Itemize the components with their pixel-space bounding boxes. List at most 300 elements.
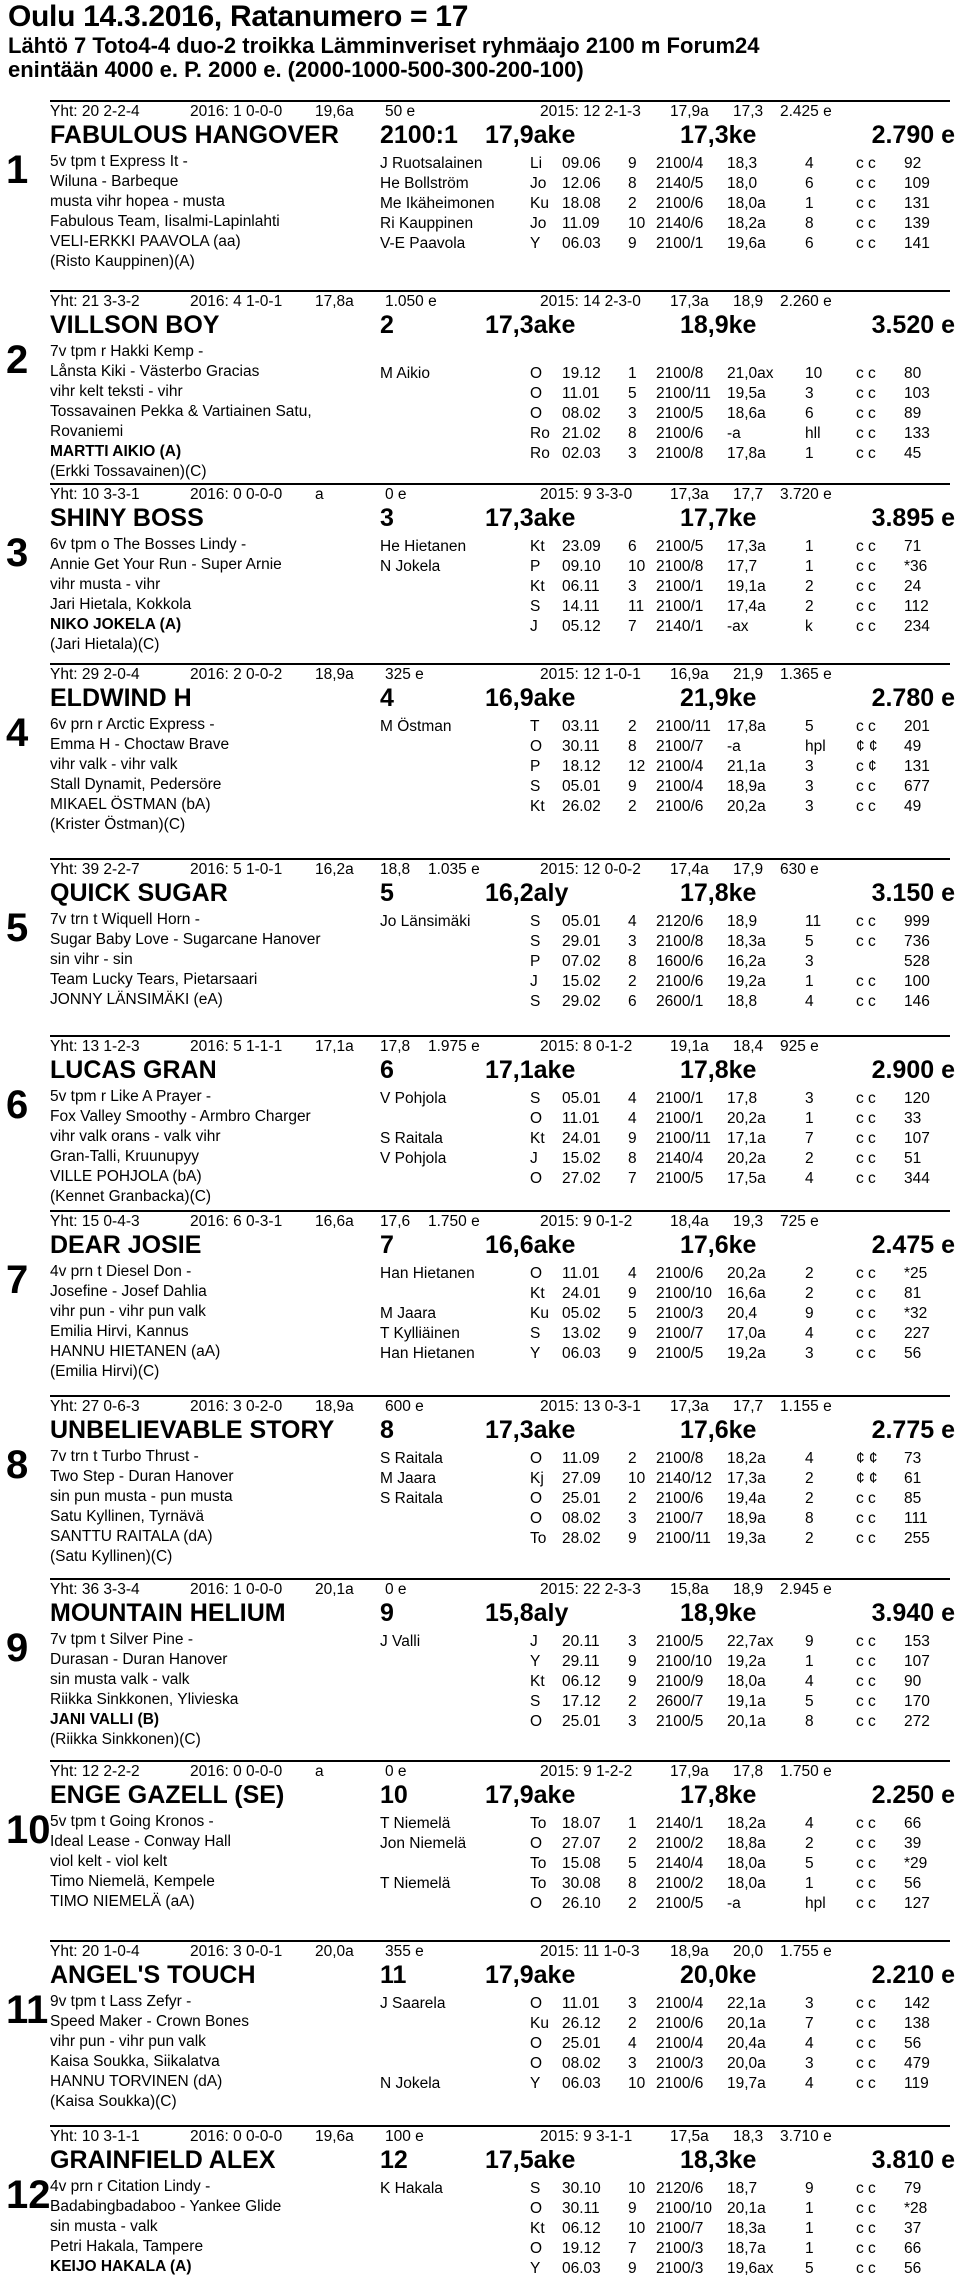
track: P bbox=[530, 953, 541, 970]
past-start-row bbox=[380, 444, 955, 464]
stat-value: 15,8a bbox=[670, 1581, 709, 1598]
time: 18,9a bbox=[727, 1510, 766, 1527]
info-line: Tossavainen Pekka & Vartiainen Satu, bbox=[50, 403, 312, 420]
odds: 89 bbox=[904, 405, 922, 422]
horse-info bbox=[50, 1630, 370, 1750]
info-line: 7v tpm r Hakki Kemp - bbox=[50, 343, 204, 360]
horse-name: LUCAS GRAN bbox=[50, 1056, 217, 1084]
track: S bbox=[530, 913, 541, 930]
stat-value: Yht: 15 0-4-3 bbox=[50, 1213, 140, 1230]
driver: He Hietanen bbox=[380, 538, 467, 555]
info-line: (Riikka Sinkkonen)(C) bbox=[50, 1731, 201, 1748]
date: 11.09 bbox=[562, 215, 600, 232]
info-line: Timo Niemelä, Kempele bbox=[50, 1873, 215, 1890]
date: 15.08 bbox=[562, 1855, 601, 1872]
placing: 1 bbox=[805, 2200, 814, 2217]
best-time: 17,3ake bbox=[485, 504, 576, 532]
distance: 2100/2 bbox=[656, 1875, 704, 1892]
track: O bbox=[530, 2035, 543, 2052]
start-pos: 4 bbox=[628, 913, 637, 930]
stat-value: 2016: 1 0-0-0 bbox=[190, 103, 283, 120]
placing: 2 bbox=[805, 598, 814, 615]
past-start-row bbox=[380, 1169, 955, 1189]
driver: T Niemelä bbox=[380, 1875, 451, 1892]
stat-value: 17,8 bbox=[380, 1038, 411, 1055]
start-pos: 8 bbox=[628, 1150, 637, 1167]
track: O bbox=[530, 1265, 543, 1282]
driver: Han Hietanen bbox=[380, 1345, 475, 1362]
odds: 85 bbox=[904, 1490, 922, 1507]
shoes: c c bbox=[856, 618, 876, 635]
shoes: c c bbox=[856, 2055, 876, 2072]
info-line: Rovaniemi bbox=[50, 423, 124, 440]
earnings: 3.810 e bbox=[871, 2146, 955, 2174]
stat-value: Yht: 12 2-2-2 bbox=[50, 1763, 140, 1780]
time: 18,8a bbox=[727, 1835, 766, 1852]
track: O bbox=[530, 1490, 543, 1507]
distance: 2100/8 bbox=[656, 1450, 704, 1467]
past-start-row bbox=[380, 1324, 955, 1344]
recent-time: 17,6ke bbox=[680, 1231, 757, 1259]
distance: 2100/5 bbox=[656, 1345, 704, 1362]
record-stats bbox=[50, 290, 950, 311]
start-number: 5 bbox=[380, 879, 394, 907]
past-starts-table bbox=[380, 1089, 955, 1189]
past-starts-table bbox=[380, 344, 955, 464]
time: 18,3 bbox=[727, 155, 758, 172]
odds: 528 bbox=[904, 953, 930, 970]
odds: 141 bbox=[904, 235, 930, 252]
stat-value: 2015: 14 2-3-0 bbox=[540, 293, 641, 310]
odds: 56 bbox=[904, 1345, 922, 1362]
driver-name: MARTTI AIKIO (A) bbox=[50, 443, 182, 460]
distance: 2600/7 bbox=[656, 1693, 704, 1710]
past-starts-table bbox=[380, 1264, 955, 1364]
horse-header bbox=[50, 120, 955, 150]
odds: 146 bbox=[904, 993, 930, 1010]
info-line: vihr valk - vihr valk bbox=[50, 756, 178, 773]
odds: 131 bbox=[904, 195, 930, 212]
track: P bbox=[530, 558, 541, 575]
past-start-row bbox=[380, 1712, 955, 1732]
shoes: c c bbox=[856, 1285, 876, 1302]
track: S bbox=[530, 933, 541, 950]
stat-value: 18,8 bbox=[380, 861, 411, 878]
shoes: c c bbox=[856, 2015, 876, 2032]
shoes: c c bbox=[856, 1170, 876, 1187]
shoes: c c bbox=[856, 798, 876, 815]
stat-value: 1.035 e bbox=[428, 861, 480, 878]
shoes: c c bbox=[856, 1325, 876, 1342]
stat-value: 17,3a bbox=[670, 293, 709, 310]
info-line: (Erkki Tossavainen)(C) bbox=[50, 463, 207, 480]
past-start-row bbox=[380, 597, 955, 617]
time: 18,0a bbox=[727, 195, 766, 212]
shoes: c c bbox=[856, 718, 876, 735]
placing: 6 bbox=[805, 175, 814, 192]
start-pos: 9 bbox=[628, 1325, 637, 1342]
placing: 5 bbox=[805, 933, 814, 950]
past-start-row bbox=[380, 234, 955, 254]
recent-time: 17,3ke bbox=[680, 121, 757, 149]
start-pos: 9 bbox=[628, 155, 637, 172]
odds: 100 bbox=[904, 973, 930, 990]
driver: J Saarela bbox=[380, 1995, 446, 2012]
start-pos: 9 bbox=[628, 1285, 637, 1302]
start-pos: 10 bbox=[628, 558, 646, 575]
horse-info bbox=[50, 152, 370, 272]
odds: 107 bbox=[904, 1130, 930, 1147]
stat-value: Yht: 21 3-3-2 bbox=[50, 293, 140, 310]
odds: 81 bbox=[904, 1285, 922, 1302]
date: 27.07 bbox=[562, 1835, 601, 1852]
track: Ku bbox=[530, 195, 549, 212]
info-line: vihr valk orans - valk vihr bbox=[50, 1128, 221, 1145]
program-number: 2 bbox=[6, 338, 29, 382]
distance: 2100/6 bbox=[656, 425, 704, 442]
shoes: c c bbox=[856, 1895, 876, 1912]
time: 18,0a bbox=[727, 1855, 766, 1872]
info-line: (Kaisa Soukka)(C) bbox=[50, 2093, 177, 2110]
date: 19.12 bbox=[562, 2240, 601, 2257]
distance: 2100/1 bbox=[656, 235, 704, 252]
placing: 3 bbox=[805, 2055, 814, 2072]
past-start-row bbox=[380, 1304, 955, 1324]
stat-value: 18,9a bbox=[315, 1398, 354, 1415]
time: 17,5a bbox=[727, 1170, 766, 1187]
distance: 2100/4 bbox=[656, 778, 704, 795]
odds: 73 bbox=[904, 1450, 922, 1467]
stat-value: 2016: 0 0-0-0 bbox=[190, 486, 283, 503]
track: Ro bbox=[530, 425, 550, 442]
horse-name: MOUNTAIN HELIUM bbox=[50, 1599, 286, 1627]
track: Ku bbox=[530, 2015, 549, 2032]
start-pos: 2 bbox=[628, 2015, 637, 2032]
odds: 736 bbox=[904, 933, 930, 950]
stat-value: 18,4a bbox=[670, 1213, 709, 1230]
past-start-row bbox=[380, 737, 955, 757]
date: 08.02 bbox=[562, 405, 601, 422]
start-pos: 9 bbox=[628, 1653, 637, 1670]
stat-value: 2015: 12 1-0-1 bbox=[540, 666, 641, 683]
stat-value: Yht: 10 3-3-1 bbox=[50, 486, 140, 503]
recent-time: 20,0ke bbox=[680, 1961, 757, 1989]
odds: 33 bbox=[904, 1110, 922, 1127]
start-pos: 9 bbox=[628, 1130, 637, 1147]
distance: 2100/6 bbox=[656, 973, 704, 990]
shoes: c c bbox=[856, 558, 876, 575]
distance: 2100/4 bbox=[656, 155, 704, 172]
time: 16,2a bbox=[727, 953, 766, 970]
shoes: c c bbox=[856, 778, 876, 795]
odds: 49 bbox=[904, 798, 922, 815]
placing: 2 bbox=[805, 1835, 814, 1852]
placing: 2 bbox=[805, 1530, 814, 1547]
start-number: 4 bbox=[380, 684, 394, 712]
shoes: c c bbox=[856, 993, 876, 1010]
stat-value: Yht: 13 1-2-3 bbox=[50, 1038, 140, 1055]
past-starts-table bbox=[380, 1814, 955, 1914]
odds: 66 bbox=[904, 2240, 922, 2257]
race-prizes: enintään 4000 e. P. 2000 e. (2000-1000-500-300-200-100) bbox=[8, 57, 584, 82]
start-pos: 9 bbox=[628, 778, 637, 795]
horse-name: GRAINFIELD ALEX bbox=[50, 2146, 276, 2174]
past-starts-table bbox=[380, 154, 955, 254]
stat-value: Yht: 20 2-2-4 bbox=[50, 103, 140, 120]
horse-name: QUICK SUGAR bbox=[50, 879, 228, 907]
shoes: c c bbox=[856, 1673, 876, 1690]
track: Jo bbox=[530, 215, 547, 232]
time: 19,3a bbox=[727, 1530, 766, 1547]
shoes: c c bbox=[856, 1633, 876, 1650]
start-pos: 10 bbox=[628, 2075, 646, 2092]
past-start-row bbox=[380, 344, 955, 364]
past-start-row bbox=[380, 992, 955, 1012]
past-start-row bbox=[380, 617, 955, 637]
best-time: 15,8aly bbox=[485, 1599, 569, 1627]
program-number: 1 bbox=[6, 148, 29, 192]
stat-value: 2016: 6 0-3-1 bbox=[190, 1213, 283, 1230]
start-pos: 3 bbox=[628, 1633, 637, 1650]
stat-value: 1.755 e bbox=[780, 1943, 832, 1960]
stat-value: 1.155 e bbox=[780, 1398, 832, 1415]
time: 20,2a bbox=[727, 1265, 766, 1282]
info-line: sin musta valk - valk bbox=[50, 1671, 190, 1688]
placing: 3 bbox=[805, 798, 814, 815]
date: 27.02 bbox=[562, 1170, 601, 1187]
start-pos: 2 bbox=[628, 973, 637, 990]
odds: 999 bbox=[904, 913, 930, 930]
record-stats bbox=[50, 1210, 950, 1231]
date: 05.01 bbox=[562, 1090, 601, 1107]
driver: V-E Paavola bbox=[380, 235, 466, 252]
date: 15.02 bbox=[562, 1150, 601, 1167]
info-line: 7v tpm t Silver Pine - bbox=[50, 1631, 193, 1648]
track: To bbox=[530, 1815, 547, 1832]
track: P bbox=[530, 758, 541, 775]
info-line: sin pun musta - pun musta bbox=[50, 1488, 233, 1505]
horse-header bbox=[50, 1055, 955, 1085]
stat-value: 0 e bbox=[385, 486, 407, 503]
distance: 2100/8 bbox=[656, 365, 704, 382]
horse-header bbox=[50, 2145, 955, 2175]
time: 22,7ax bbox=[727, 1633, 774, 1650]
placing: 1 bbox=[805, 195, 814, 212]
shoes: c c bbox=[856, 1653, 876, 1670]
info-line: (Satu Kyllinen)(C) bbox=[50, 1548, 173, 1565]
info-line: Team Lucky Tears, Pietarsaari bbox=[50, 971, 258, 988]
distance: 2100/4 bbox=[656, 1995, 704, 2012]
stat-value: 2016: 2 0-0-2 bbox=[190, 666, 283, 683]
placing: 6 bbox=[805, 235, 814, 252]
past-start-row bbox=[380, 2239, 955, 2259]
shoes: c c bbox=[856, 2035, 876, 2052]
start-number: 7 bbox=[380, 1231, 394, 1259]
date: 11.01 bbox=[562, 1110, 600, 1127]
date: 19.12 bbox=[562, 365, 601, 382]
horse-header bbox=[50, 503, 955, 533]
placing: 8 bbox=[805, 1510, 814, 1527]
odds: 109 bbox=[904, 175, 930, 192]
stat-value: 2015: 13 0-3-1 bbox=[540, 1398, 641, 1415]
placing: hpl bbox=[805, 738, 826, 755]
distance: 2100/11 bbox=[656, 718, 711, 735]
best-time: 16,2aly bbox=[485, 879, 569, 907]
stat-value: 17,3 bbox=[733, 103, 764, 120]
stat-value: 50 e bbox=[385, 103, 416, 120]
past-start-row bbox=[380, 1814, 955, 1834]
date: 12.06 bbox=[562, 175, 601, 192]
start-number: 9 bbox=[380, 1599, 394, 1627]
placing: 2 bbox=[805, 1265, 814, 1282]
distance: 2100/10 bbox=[656, 1285, 713, 1302]
time: 17,8 bbox=[727, 1090, 758, 1107]
shoes: c c bbox=[856, 1510, 876, 1527]
odds: 227 bbox=[904, 1325, 930, 1342]
start-pos: 2 bbox=[628, 1895, 637, 1912]
stat-value: 1.365 e bbox=[780, 666, 832, 683]
start-pos: 10 bbox=[628, 215, 646, 232]
placing: 4 bbox=[805, 993, 814, 1010]
earnings: 2.250 e bbox=[871, 1781, 955, 1809]
stat-value: 17,9a bbox=[670, 103, 709, 120]
shoes: c c bbox=[856, 1530, 876, 1547]
shoes: c c bbox=[856, 1855, 876, 1872]
time: 17,0a bbox=[727, 1325, 766, 1342]
shoes: c ¢ bbox=[856, 758, 877, 775]
past-start-row bbox=[380, 2219, 955, 2239]
odds: *28 bbox=[904, 2200, 928, 2217]
info-line: Emma H - Choctaw Brave bbox=[50, 736, 230, 753]
past-start-row bbox=[380, 2054, 955, 2074]
date: 27.09 bbox=[562, 1470, 601, 1487]
shoes: c c bbox=[856, 1110, 876, 1127]
odds: 39 bbox=[904, 1835, 922, 1852]
track: S bbox=[530, 1090, 541, 1107]
shoes: c c bbox=[856, 578, 876, 595]
date: 25.01 bbox=[562, 1713, 601, 1730]
race-description: Lähtö 7 Toto4-4 duo-2 troikka Lämminveriset ryhmäajo 2100 m Forum24 bbox=[8, 33, 760, 58]
past-start-row bbox=[380, 364, 955, 384]
date: 24.01 bbox=[562, 1130, 601, 1147]
odds: 107 bbox=[904, 1653, 930, 1670]
past-start-row bbox=[380, 1489, 955, 1509]
info-line: Badabingbadaboo - Yankee Glide bbox=[50, 2198, 282, 2215]
time: -a bbox=[727, 425, 741, 442]
track: O bbox=[530, 1510, 543, 1527]
placing: 6 bbox=[805, 405, 814, 422]
date: 18.08 bbox=[562, 195, 601, 212]
stat-value: 1.750 e bbox=[780, 1763, 832, 1780]
stat-value: 100 e bbox=[385, 2128, 424, 2145]
past-start-row bbox=[380, 2199, 955, 2219]
stat-value: 16,2a bbox=[315, 861, 354, 878]
info-line: JONNY LÄNSIMÄKI (eA) bbox=[50, 991, 223, 1008]
info-line: 5v tpm t Going Kronos - bbox=[50, 1813, 214, 1830]
driver: S Raitala bbox=[380, 1490, 443, 1507]
track: O bbox=[530, 405, 543, 422]
date: 05.02 bbox=[562, 1305, 601, 1322]
track: Jo bbox=[530, 175, 547, 192]
horse-name: ENGE GAZELL (SE) bbox=[50, 1781, 285, 1809]
track: Y bbox=[530, 2075, 541, 2092]
odds: 49 bbox=[904, 738, 922, 755]
track: Kj bbox=[530, 1470, 544, 1487]
earnings: 3.150 e bbox=[871, 879, 955, 907]
distance: 2100/6 bbox=[656, 195, 704, 212]
track: T bbox=[530, 718, 540, 735]
record-stats bbox=[50, 1578, 950, 1599]
date: 06.03 bbox=[562, 1345, 601, 1362]
placing: hll bbox=[805, 425, 821, 442]
placing: 4 bbox=[805, 2035, 814, 2052]
horse-name: UNBELIEVABLE STORY bbox=[50, 1416, 335, 1444]
past-start-row bbox=[380, 194, 955, 214]
time: 18,6a bbox=[727, 405, 766, 422]
start-pos: 3 bbox=[628, 2055, 637, 2072]
info-line: (Jari Hietala)(C) bbox=[50, 636, 160, 653]
time: 20,0a bbox=[727, 2055, 766, 2072]
best-time: 17,3ake bbox=[485, 311, 576, 339]
past-start-row bbox=[380, 1854, 955, 1874]
distance: 2140/5 bbox=[656, 175, 704, 192]
info-line: Satu Kyllinen, Tyrnävä bbox=[50, 1508, 204, 1525]
time: 19,6ax bbox=[727, 2260, 774, 2277]
track: O bbox=[530, 1450, 543, 1467]
placing: 2 bbox=[805, 1150, 814, 1167]
time: 19,2a bbox=[727, 1345, 766, 1362]
date: 23.09 bbox=[562, 538, 601, 555]
start-pos: 9 bbox=[628, 1673, 637, 1690]
distance: 2140/1 bbox=[656, 1815, 704, 1832]
earnings: 2.775 e bbox=[871, 1416, 955, 1444]
recent-time: 17,6ke bbox=[680, 1416, 757, 1444]
odds: 80 bbox=[904, 365, 922, 382]
stat-value: 2016: 3 0-0-1 bbox=[190, 1943, 283, 1960]
track: Y bbox=[530, 235, 541, 252]
info-line: VELI-ERKKI PAAVOLA (aa) bbox=[50, 233, 241, 250]
info-line: (Krister Östman)(C) bbox=[50, 816, 186, 833]
shoes: c c bbox=[856, 1490, 876, 1507]
info-line: vihr pun - vihr pun valk bbox=[50, 1303, 206, 1320]
odds: *25 bbox=[904, 1265, 928, 1282]
best-time: 16,6ake bbox=[485, 1231, 576, 1259]
start-number: 12 bbox=[380, 2146, 408, 2174]
date: 06.11 bbox=[562, 578, 600, 595]
track: O bbox=[530, 2240, 543, 2257]
distance: 2100/5 bbox=[656, 538, 704, 555]
track: To bbox=[530, 1875, 547, 1892]
info-line: TIMO NIEMELÄ (aA) bbox=[50, 1893, 195, 1910]
odds: *32 bbox=[904, 1305, 928, 1322]
start-pos: 8 bbox=[628, 175, 637, 192]
placing: 1 bbox=[805, 973, 814, 990]
shoes: c c bbox=[856, 1995, 876, 2012]
time: 18,7 bbox=[727, 2180, 758, 2197]
shoes: c c bbox=[856, 405, 876, 422]
stat-value: 3.720 e bbox=[780, 486, 832, 503]
past-start-row bbox=[380, 2034, 955, 2054]
start-number: 6 bbox=[380, 1056, 394, 1084]
past-start-row bbox=[380, 1874, 955, 1894]
record-stats bbox=[50, 1940, 950, 1961]
shoes: ¢ ¢ bbox=[856, 1450, 878, 1467]
start-pos: 3 bbox=[628, 933, 637, 950]
odds: 142 bbox=[904, 1995, 930, 2012]
record-stats bbox=[50, 858, 950, 879]
driver: Me Ikäheimonen bbox=[380, 195, 495, 212]
distance: 2100/2 bbox=[656, 1835, 704, 1852]
